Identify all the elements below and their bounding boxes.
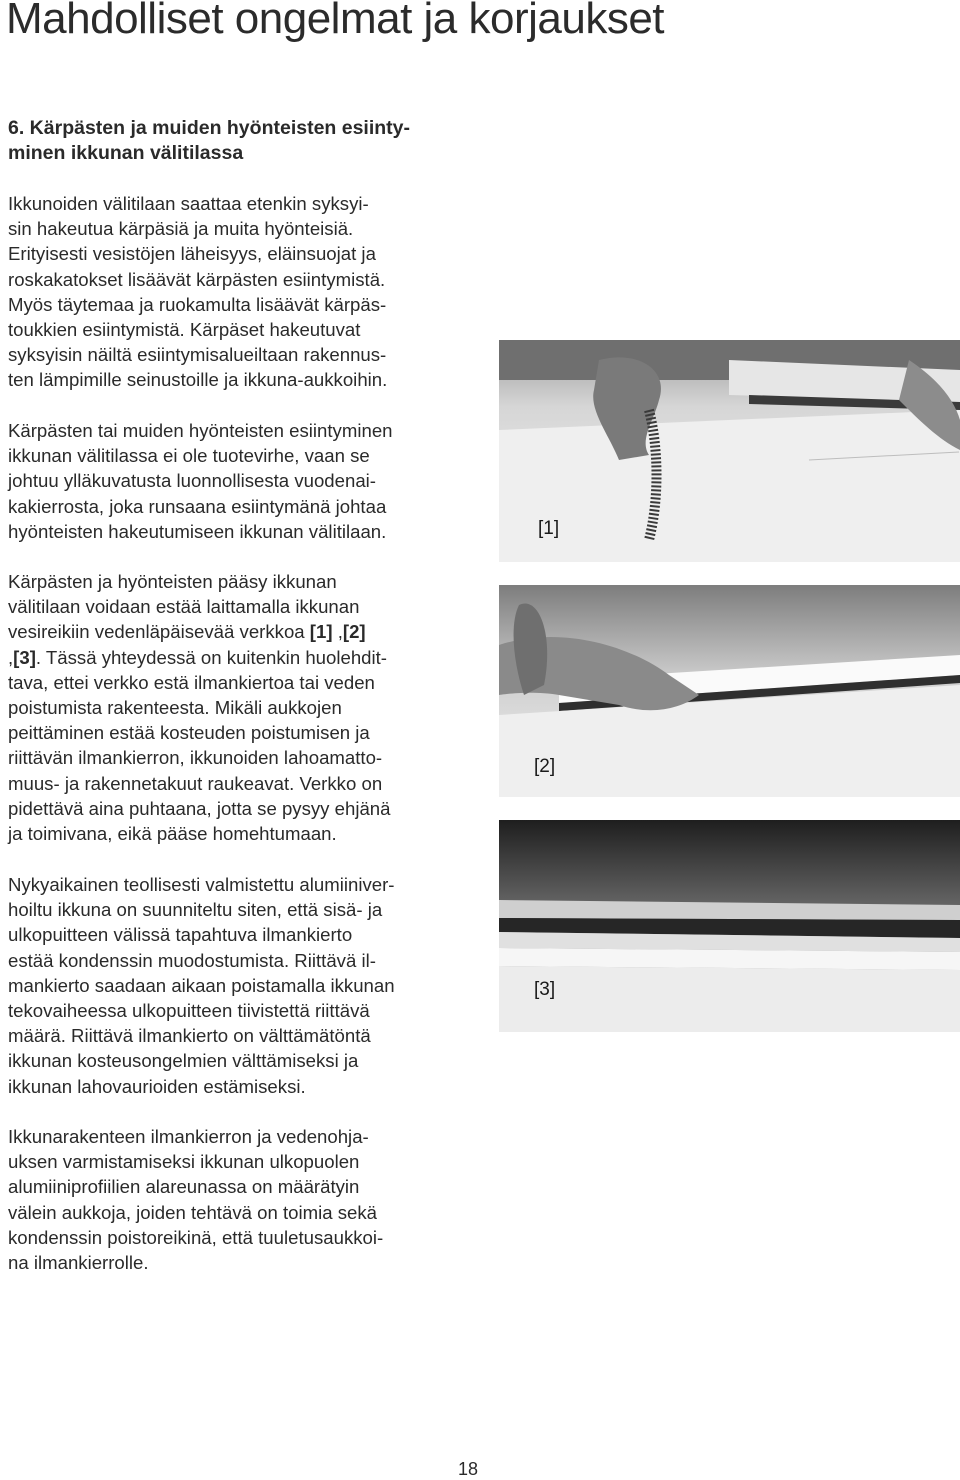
paragraph-mesh-intro: Kärpästen ja hyönteisten pääsy ikkunan välitilaan voidaan estää laittamalla ikkunan vesireikiin vedenläpäisevää verkkoa <box>8 571 360 643</box>
figure-ref-3: [3] <box>13 646 36 668</box>
photo-frame-edge-finger <box>499 585 960 797</box>
figure-ref-1: [1] <box>309 621 333 643</box>
page-number: 18 <box>458 1459 479 1479</box>
photo-mesh-closeup <box>499 820 960 1032</box>
page-title: Mahdolliset ongelmat ja korjaukset <box>6 0 665 43</box>
photo-caption-2: [2] <box>534 756 556 777</box>
paragraph-not-product-defect: Kärpästen tai muiden hyönteisten esiintyminen ikkunan välitilassa ei ole tuotevirhe, vaan se johtuu ylläkuvatusta luonnollisesta vuodenai- kakierrosta, joka runsaana esiintymänä johtaa hyönteisten hakeutumiseen ikkunan välitilaan. <box>8 420 393 542</box>
section-heading: 6. Kärpästen ja muiden hyönteisten esiinty- minen ikkunan välitilassa <box>8 117 411 164</box>
paragraph-flies-autumn: Ikkunoiden välitilaan saattaa etenkin syksyi- sin hakeutua kärpäsiä ja muita hyönteisiä. Erityisesti vesistöjen läheisyys, eläinsuojat ja roskakatokset lisäävät kärpästen esiintymistä. Myös täytemaa ja ruokamulta lisäävät kärpäs- toukkien esiintymistä. Kärpäset hakeutuvat syksyisin näiltä esiintymisalueiltaan rakennus- ten lämpimille seinustoille ja ikkuna-aukkoihin. <box>8 193 388 391</box>
paragraph-mesh-rest: . Tässä yhteydessä on kuitenkin huolehdit- tava, ettei verkko estä ilmankiertoa tai veden poistumista rakenteesta. Mikäli aukkojen peittäminen estää kosteuden poistumisen ja riittävän ilmankierron, ikkunoiden lahoamatto- muus- ja rakennetakuut raukeavat. Verkko on pidettävä aina puhtaana, jotta se pysyy ehjänä ja toimivana, eikä pääse homehtumaan. <box>8 646 391 845</box>
photo-mesh-insertion <box>499 340 960 562</box>
figure-ref-2: [2] <box>342 621 366 643</box>
photo-caption-1: [1] <box>538 518 560 539</box>
ref-separator: , <box>332 621 343 643</box>
paragraph-mesh-prevention <box>8 569 488 846</box>
paragraph-drainage-holes: Ikkunarakenteen ilmankierron ja vedenohja- uksen varmistamiseksi ikkunan ulkopuolen alumiiniprofiilien alareunassa on määrätyin välein aukkoja, joiden tehtävä on toimia sekä kondenssin poistoreikinä, että tuuletusaukkoi- na ilmankierrolle. <box>8 1126 384 1274</box>
ref-separator: , <box>8 646 14 668</box>
photo-caption-3: [3] <box>534 979 556 1000</box>
paragraph-air-circulation: Nykyaikainen teollisesti valmistettu alumiiniver- hoiltu ikkuna on suunniteltu siten, että sisä- ja ulkopuitteen välissä tapahtuva ilmankierto estää kondenssin muodostumista. Riittävä il- mankierto saadaan aikaan poistamalla ikkunan tekovaiheessa ulkopuitteen tiivistettä riittävä määrä. Riittävä ilmankierto on välttämätöntä ikkunan kosteusongelmien välttämiseksi ja ikkunan lahovaurioiden estämiseksi. <box>8 874 395 1097</box>
